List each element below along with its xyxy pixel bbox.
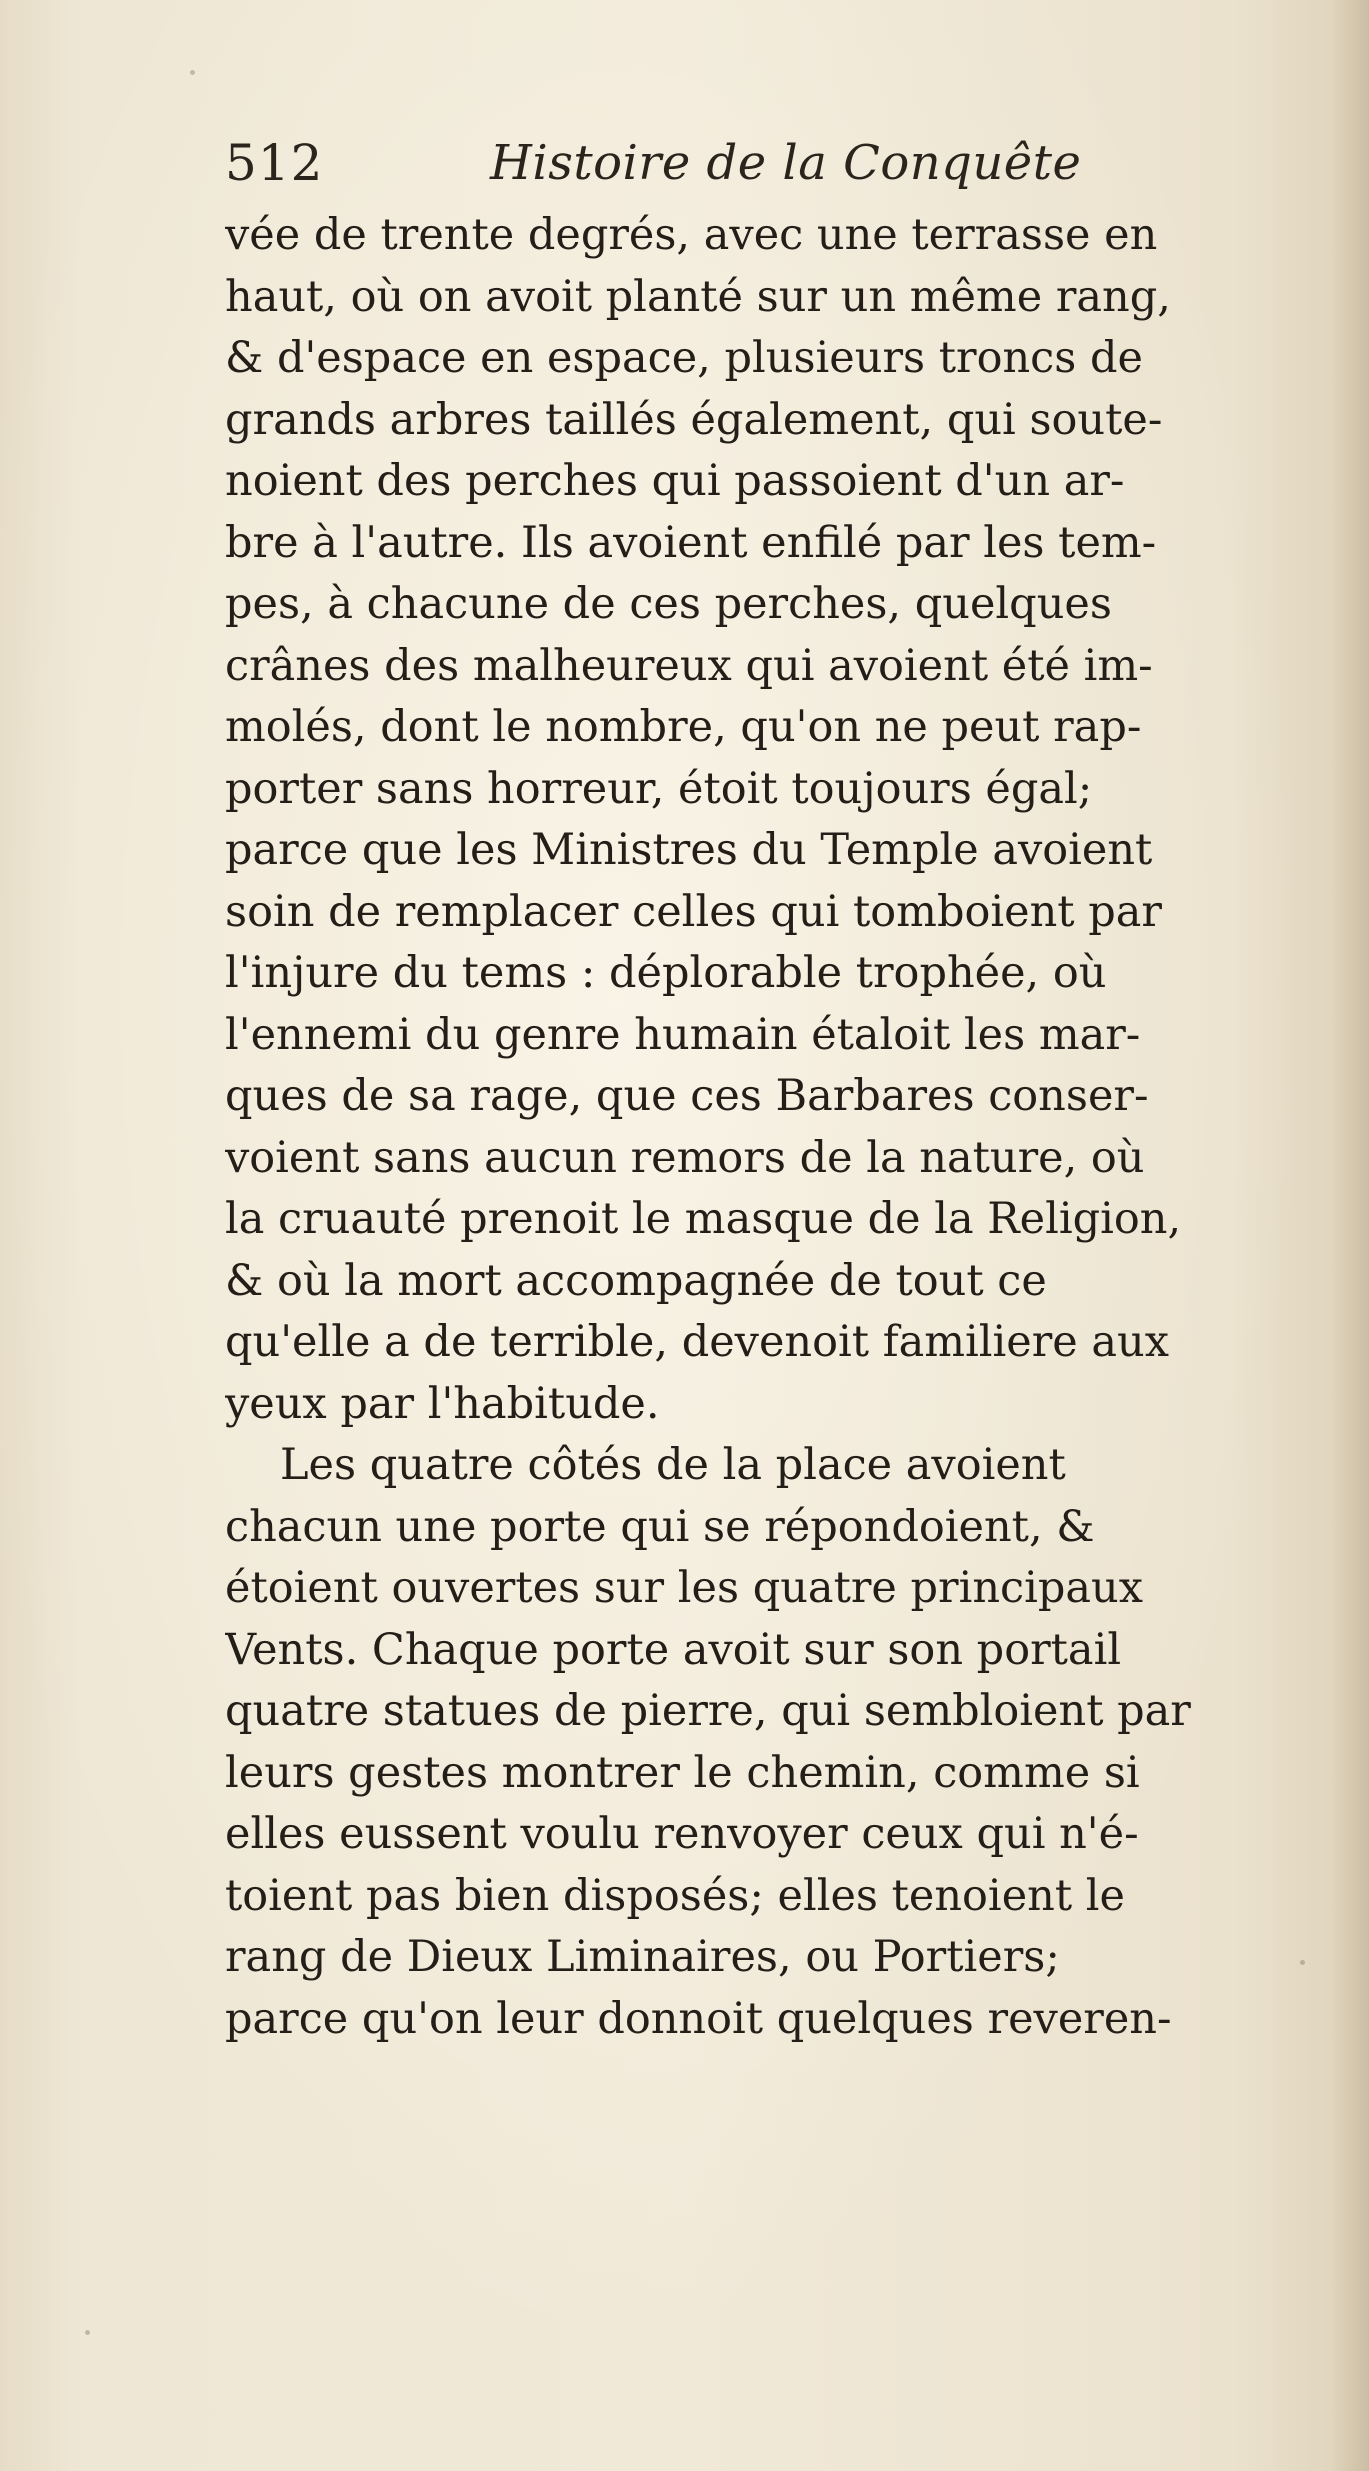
text-line: voient sans aucun remors de la nature, où bbox=[225, 1132, 1145, 1183]
text-line: vée de trente degrés, avec une terrasse en bbox=[225, 210, 1158, 260]
text-line: bre à l'autre. Ils avoient enfilé par les tem- bbox=[225, 517, 1157, 568]
text-line: étoient ouvertes sur les quatre principaux bbox=[225, 1563, 1143, 1613]
text-line: Vents. Chaque porte avoit sur son portail bbox=[225, 1624, 1122, 1675]
text-line: l'injure du tems : déplorable trophée, où bbox=[225, 948, 1107, 998]
text-line: la cruauté prenoit le masque de la Religion, bbox=[225, 1194, 1182, 1244]
running-title: Histoire de la Conquête bbox=[490, 135, 1082, 191]
text-line: grands arbres taillés également, qui soute- bbox=[225, 394, 1163, 445]
text-line: chacun une porte qui se répondoient, & bbox=[225, 1501, 1095, 1552]
text-line: & d'espace en espace, plusieurs troncs de bbox=[225, 333, 1143, 383]
text-line: & où la mort accompagnée de tout ce bbox=[225, 1255, 1047, 1306]
body-text bbox=[225, 205, 1335, 2050]
text-line: noient des perches qui passoient d'un ar- bbox=[225, 456, 1125, 506]
text-line: porter sans horreur, étoit toujours égal; bbox=[225, 763, 1093, 814]
text-line: parce qu'on leur donnoit quelques reveren- bbox=[225, 1993, 1172, 2044]
text-line: quatre statues de pierre, qui sembloient par bbox=[225, 1686, 1191, 1736]
paper-fleck bbox=[190, 70, 195, 75]
text-line: molés, dont le nombre, qu'on ne peut rap- bbox=[225, 702, 1142, 752]
paper-fleck bbox=[85, 2330, 90, 2335]
paragraph-first-line: Les quatre côtés de la place avoient bbox=[280, 1440, 1066, 1490]
page-edge-shadow bbox=[1331, 0, 1369, 2471]
text-line: haut, où on avoit planté sur un même rang, bbox=[225, 271, 1171, 322]
text-line: pes, à chacune de ces perches, quelques bbox=[225, 579, 1112, 629]
text-line: toient pas bien disposés; elles tenoient le bbox=[225, 1870, 1125, 1921]
text-line: crânes des malheureux qui avoient été im- bbox=[225, 640, 1153, 691]
text-line: soin de remplacer celles qui tomboient par bbox=[225, 886, 1162, 937]
text-line: elles eussent voulu renvoyer ceux qui n'é- bbox=[225, 1809, 1139, 1859]
text-line: rang de Dieux Liminaires, ou Portiers; bbox=[225, 1932, 1060, 1982]
page-number: 512 bbox=[225, 134, 324, 192]
text-line: parce que les Ministres du Temple avoient bbox=[225, 825, 1153, 875]
running-header bbox=[225, 128, 1125, 198]
text-line: l'ennemi du genre humain étaloit les mar- bbox=[225, 1009, 1141, 1060]
text-line: ques de sa rage, que ces Barbares conser- bbox=[225, 1071, 1149, 1121]
text-line: leurs gestes montrer le chemin, comme si bbox=[225, 1747, 1140, 1798]
text-line: yeux par l'habitude. bbox=[225, 1378, 660, 1429]
text-line: qu'elle a de terrible, devenoit familiere aux bbox=[225, 1317, 1169, 1367]
